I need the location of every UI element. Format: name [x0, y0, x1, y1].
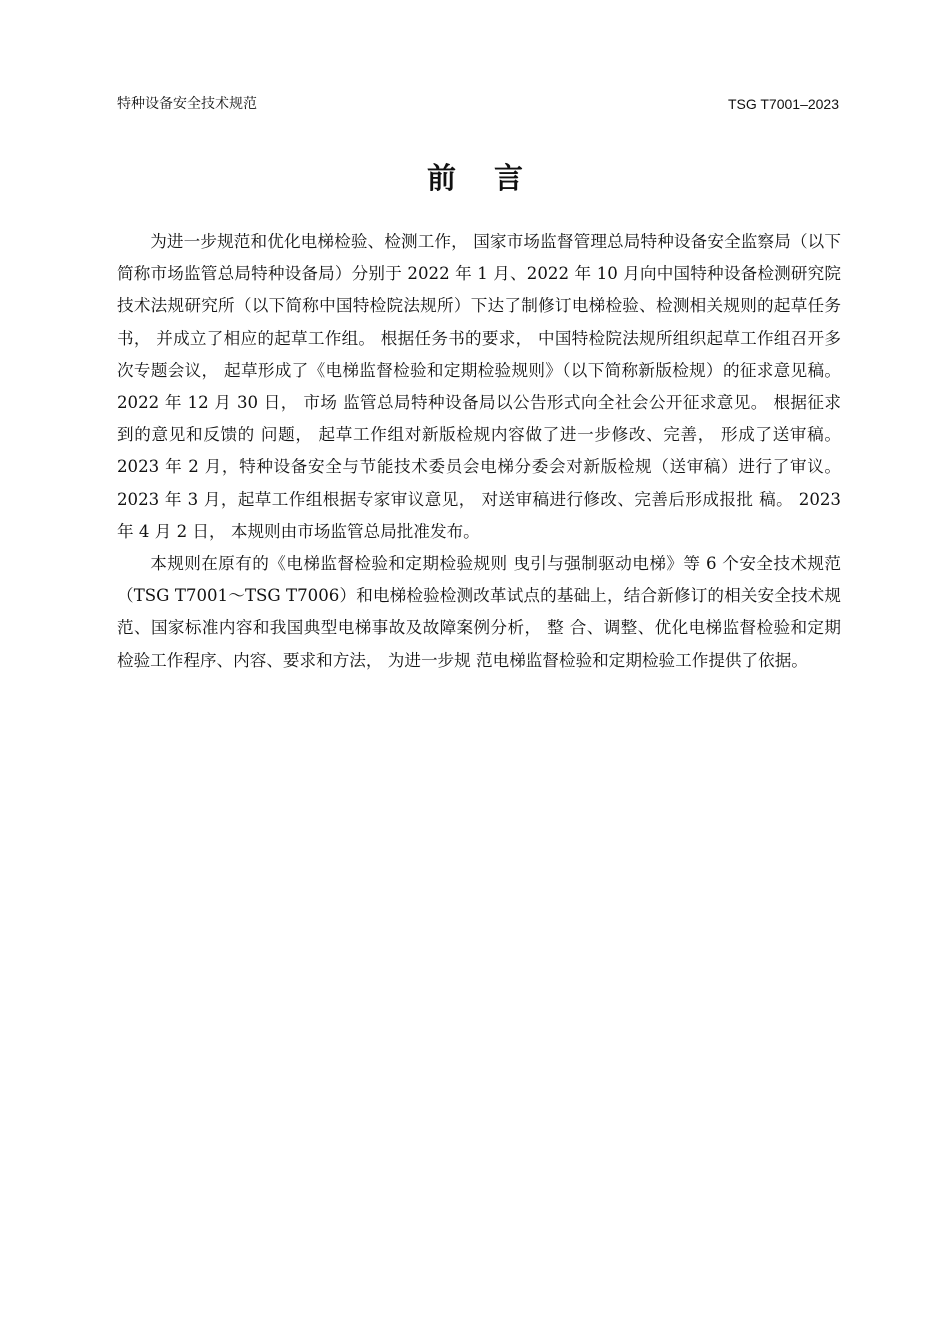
foreword-paragraph: 为进一步规范和优化电梯检验、检测工作， 国家市场监督管理总局特种设备安全监察局（以下简称市场监管总局特种设备局）分别于 2022 年 1 月、2022 年 10 月向中国特种设备检测研究院技术法规研究所（以下简称中国特检院法规所）下达了制修订电梯检验、检测相关规则的起草任务书， 并成立了相应的起草工作组。 根据任务书的要求， 中国特检院法规所组织起草工作组召开多次专题会议， 起草形成了《电梯监督检验和定期检验规则》（以下简称新版检规）的征求意见稿。 2022 年 12 月 30 日， 市场 监管总局特种设备局以公告形式向全社会公开征求意见。 根据征求到的意见和反馈的 问题， 起草工作组对新版检规内容做了进一步修改、完善， 形成了送审稿。 2023 年 2 月，特种设备安全与节能技术委员会电梯分委会对新版检规（送审稿）进行了审议。 2023 年 3 月，起草工作组根据专家审议意见， 对送审稿进行修改、完善后形成报批 稿。 2023 年 4 月 2 日， 本规则由市场监管总局批准发布。 [117, 232, 841, 541]
header-document-type: 特种设备安全技术规范 [117, 96, 257, 112]
header-document-code: TSG T7001–2023 [727, 96, 839, 112]
foreword-body [117, 226, 841, 677]
foreword-paragraph: 本规则在原有的《电梯监督检验和定期检验规则 曳引与强制驱动电梯》等 6 个安全技术规范（TSG T7001～TSG T7006）和电梯检验检测改革试点的基础上，结合新修订的相关安全技术规范、国家标准内容和我国典型电梯事故及故障案例分析， 整 合、调整、优化电梯监督检验和定期检验工作程序、内容、要求和方法， 为进一步规 范电梯监督检验和定期检验工作提供了依据。 [117, 554, 841, 670]
page-title: 前 言 [426, 161, 538, 195]
page-header [117, 93, 839, 115]
